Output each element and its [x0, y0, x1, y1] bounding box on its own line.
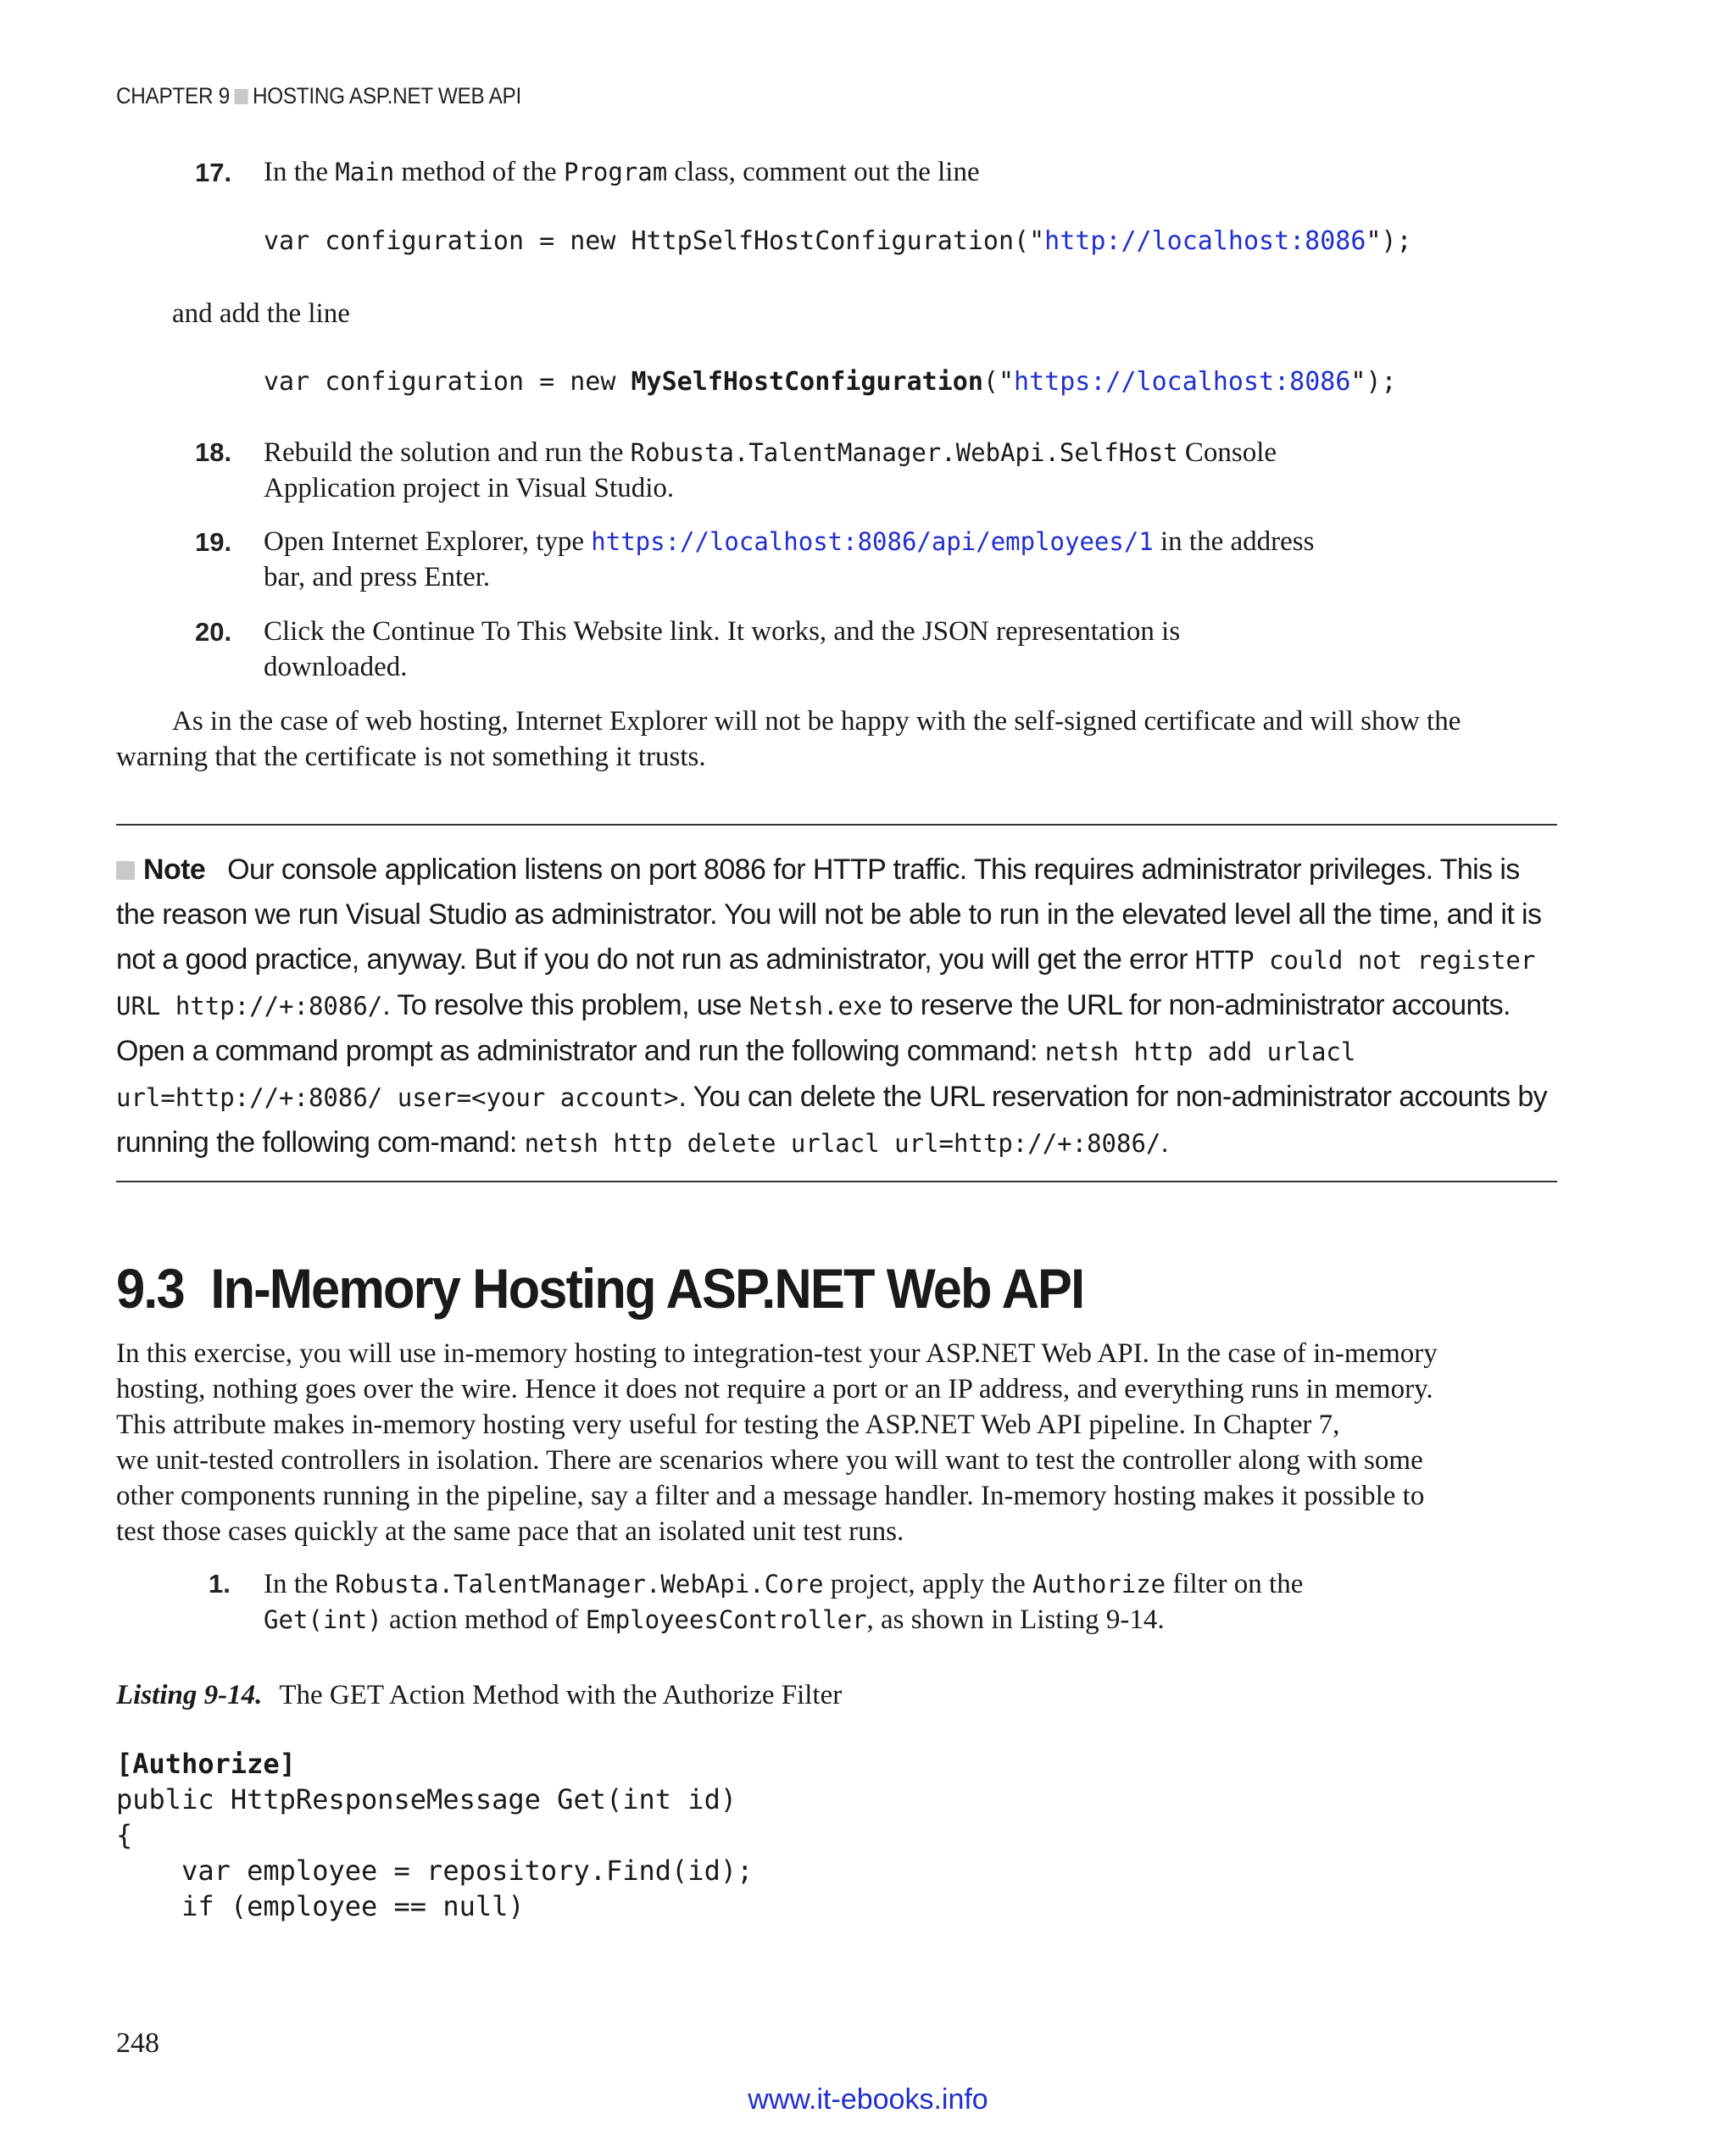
note-label: Note [143, 854, 206, 886]
step-text: In the Main method of the Program class, comment out the line [264, 157, 980, 187]
listing-label: Listing 9-14. [116, 1680, 263, 1710]
section-number: 9.3 [116, 1257, 184, 1320]
code-line: { [116, 1819, 133, 1851]
code-line: var configuration = new HttpSelfHostConfiguration("http://localhost:8086"); [264, 226, 1412, 256]
listing-title: The GET Action Method with the Authorize Filter [279, 1680, 843, 1710]
code-url: http://localhost:8086 [1044, 226, 1366, 256]
footer-link[interactable]: www.it-ebooks.info [748, 2083, 988, 2116]
listing-caption [116, 1680, 842, 1711]
chapter-label: CHAPTER 9 [116, 83, 230, 108]
step-text: In the Robusta.TalentManager.WebApi.Core project, apply the Authorize filter on the Get(int) action method of EmployeesController, as shown in Listing 9-14. [264, 1569, 1304, 1635]
body-text: and add the line [172, 298, 350, 329]
step-number: 19. [195, 527, 232, 557]
note-top-rule [116, 824, 1557, 826]
note-bottom-rule [116, 1181, 1557, 1182]
running-head [116, 83, 521, 109]
chapter-title: HOSTING ASP.NET WEB API [252, 83, 521, 108]
page-number: 248 [116, 2027, 159, 2059]
step-number: 18. [195, 437, 232, 467]
code-line: if (employee == null) [116, 1890, 525, 1922]
code-class-name: MySelfHostConfiguration [631, 367, 983, 397]
step-number: 1. [209, 1569, 231, 1599]
step-text: Open Internet Explorer, type https://localhost:8086/api/employees/1 in the address bar, and press Enter. [264, 526, 1315, 592]
url-link[interactable]: https://localhost:8086/api/employees/1 [591, 527, 1154, 556]
step-number: 17. [195, 158, 232, 187]
step-text: Click the Continue To This Website link. It works, and the JSON representation is downloaded. [264, 616, 1181, 682]
code-block [116, 1746, 753, 1924]
code-line: [Authorize] [116, 1748, 296, 1780]
code-url: https://localhost:8086 [1014, 367, 1351, 397]
section-heading [116, 1256, 1083, 1321]
section-paragraph: In this exercise, you will use in-memory hosting to integration-test your ASP.NET Web API. In the case of in-memory hosting, nothing goes over the wire. Hence it does not require a port or an IP address, and everything runs in memory. This attribute makes in-memory hosting very useful for testing the ASP.NET Web API pipeline. In Chapter 7, we unit-tested controllers in isolation. There are scenarios where you will want to test the controller along with some other components running in the pipeline, say a filter and a message handler. In-memory hosting makes it possible to test those cases quickly at the same pace that an isolated unit test runs. [116, 1338, 1438, 1547]
separator-square-icon [234, 89, 248, 104]
note-square-icon [116, 861, 135, 880]
section-title: In-Memory Hosting ASP.NET Web API [210, 1257, 1084, 1320]
note-box: Note Our console application listens on port 8086 for HTTP traffic. This requires administrator privileges. This is the reason we run Visual Studio as administrator. You will not be able to run in the elevated level all the time, and it is not a good practice, anyway. But if you do not run as administrator, you will get the error HTTP could not register URL http://+:8086/. To resolve this problem, use Netsh.exe to reserve the URL for non-administrator accounts. Open a command prompt as administrator and run the following command: netsh http add urlacl url=http://+:8086/ user=<your account>. You can delete the URL reservation for non-administrator accounts by running the following com-mand: netsh http delete urlacl url=http://+:8086/. [116, 854, 1548, 1159]
step-number: 20. [195, 617, 232, 647]
code-line: public HttpResponseMessage Get(int id) [116, 1783, 737, 1816]
paragraph: As in the case of web hosting, Internet Explorer will not be happy with the self-signed certificate and will show the warning that the certificate is not something it trusts. [116, 706, 1461, 772]
code-line: var employee = repository.Find(id); [116, 1855, 754, 1887]
code-line: var configuration = new MySelfHostConfiguration("https://localhost:8086"); [264, 367, 1397, 397]
step-text: Rebuild the solution and run the Robusta.TalentManager.WebApi.SelfHost Console Application project in Visual Studio. [264, 437, 1277, 503]
